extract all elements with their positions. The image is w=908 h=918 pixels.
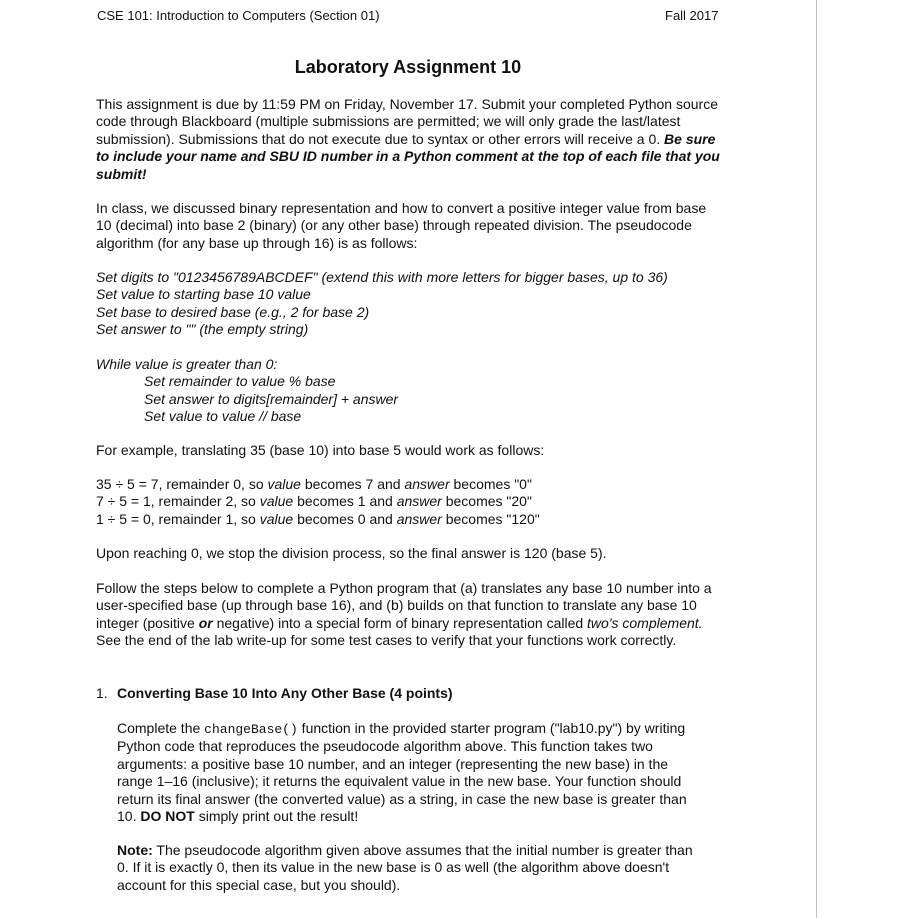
- intro-emphasis: Be sure to include your name and SBU ID number in a Python comment at the top of each file that you submit!: [96, 130, 720, 182]
- pseudocode-line: Set remainder to value % base: [144, 373, 336, 390]
- example-steps: [96, 476, 722, 528]
- pseudocode-line: Set digits to "0123456789ABCDEF" (extend this with more letters for bigger bases, up to 36): [96, 269, 668, 285]
- intro-text: This assignment is due by 11:59 PM on Friday, November 17. Submit your completed Python source code through Blackboard (multiple submissions are permitted; we will only grade the last/latest submission). Submissions that do not execute due to syntax or other errors will receive a 0.: [96, 96, 719, 147]
- example-intro: For example, translating 35 (base 10) into base 5 would work as follows:: [96, 442, 545, 458]
- function-name: changeBase(): [204, 722, 298, 737]
- section-1-heading: [96, 685, 453, 702]
- pseudocode-line: Set answer to "" (the empty string): [96, 321, 309, 338]
- pseudocode-loop-head: While value is greater than 0:: [96, 356, 278, 372]
- section-number: 1.: [96, 685, 108, 701]
- pseudocode-loop: [96, 356, 722, 426]
- section-1-note: [117, 842, 707, 894]
- note-text: The pseudocode algorithm given above assumes that the initial number is greater than 0. If it is exactly 0, then its value in the new base is 0 as well (the algorithm above doesn't account for this special case, but you should).: [117, 842, 693, 893]
- pseudocode-line: Set answer to digits[remainder] + answer: [144, 390, 399, 407]
- example-step: 35 ÷ 5 = 7, remainder 0, so value becomes 7 and answer becomes "0": [96, 476, 532, 492]
- pseudocode-line: Set value to value // base: [144, 408, 302, 425]
- pseudocode-setup: [96, 269, 722, 339]
- note-label: Note:: [117, 842, 153, 858]
- example-step: 7 ÷ 5 = 1, remainder 2, so value becomes 1 and answer becomes "20": [96, 493, 532, 510]
- page-edge-divider: [816, 0, 817, 918]
- example-step: 1 ÷ 5 = 0, remainder 1, so value becomes 0 and answer becomes "120": [96, 510, 540, 527]
- course-header: CSE 101: Introduction to Computers (Section 01): [97, 8, 380, 23]
- section-1-paragraph: Complete the changeBase() function in the provided starter program ("lab10.py") by writing Python code that reproduces the pseudocode algorithm above. This function takes two arguments: a positive base 10 number, and an integer (representing the new base) in the range 1–16 (inclusive); it returns the equivalent value in the new base. Your function should return its final answer (the converted value) as a string, in case the new base is greater than 10. DO NOT simply print out the result!: [117, 720, 687, 825]
- binary-paragraph: In class, we discussed binary representation and how to convert a positive integer value from base 10 (decimal) into base 2 (binary) (or any other base) through repeated division. The pseudocode algorithm (for any base up through 16) is as follows:: [96, 200, 707, 251]
- stop-paragraph: Upon reaching 0, we stop the division process, so the final answer is 120 (base 5).: [96, 545, 607, 561]
- follow-paragraph: Follow the steps below to complete a Python program that (a) translates any base 10 number into a user-specified base (up through base 16), and (b) builds on that function to translate any base 10 integer (positive or negative) into a special form of binary representation called two's complement. See the end of the lab write-up for some test cases to verify that your functions work correctly.: [96, 580, 712, 649]
- pseudocode-line: Set value to starting base 10 value: [96, 286, 311, 303]
- pseudocode-line: Set base to desired base (e.g., 2 for base 2): [96, 303, 370, 320]
- intro-paragraph: [96, 96, 722, 183]
- section-title: Converting Base 10 Into Any Other Base (4 points): [117, 685, 453, 701]
- term-header: Fall 2017: [665, 8, 719, 23]
- page-title: Laboratory Assignment 10: [294, 57, 522, 77]
